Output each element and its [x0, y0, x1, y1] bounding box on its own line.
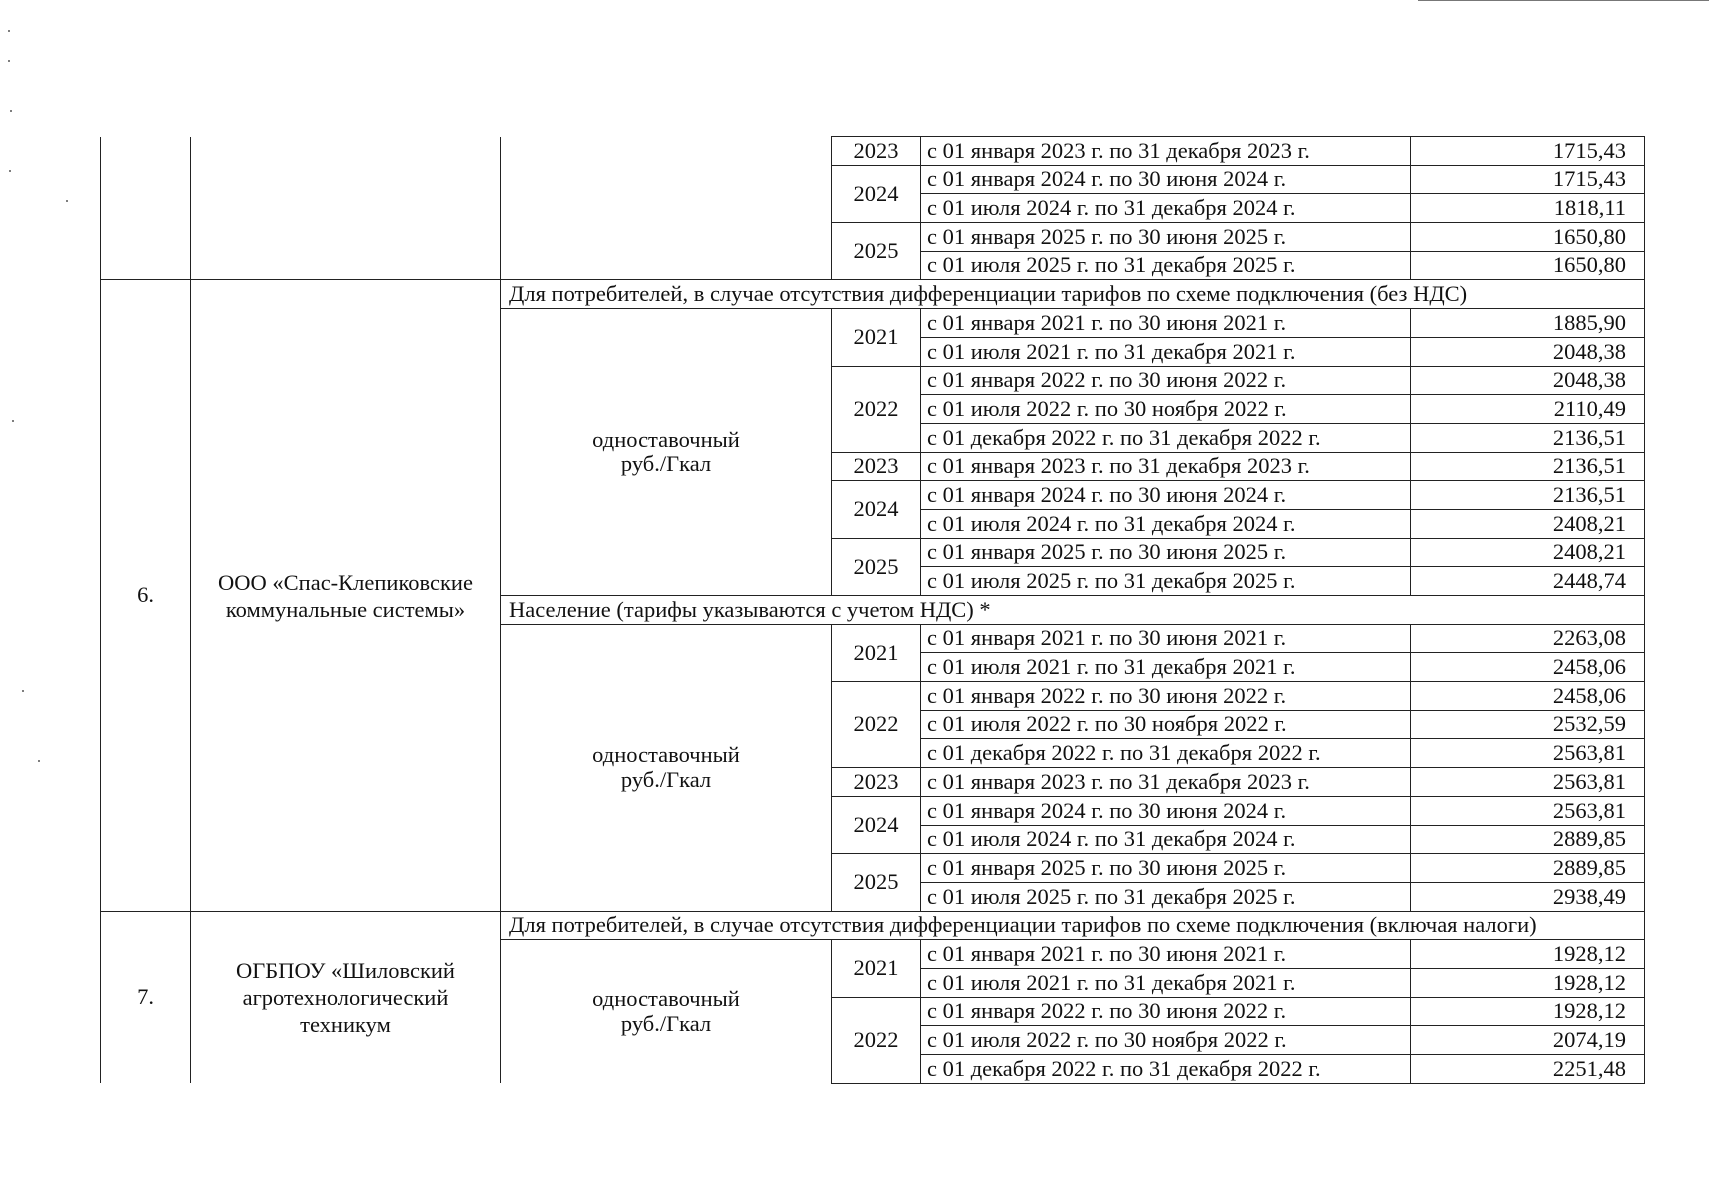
year-cell: 2025: [832, 854, 921, 911]
year-cell: 2022: [832, 366, 921, 452]
period-cell: с 01 июля 2024 г. по 31 декабря 2024 г.: [921, 825, 1411, 854]
value-cell: 2448,74: [1411, 567, 1645, 596]
year-cell: 2023: [832, 137, 921, 166]
year-cell: 2023: [832, 768, 921, 797]
organization-name: ООО «Спас-Клепиковские коммунальные системы»: [191, 280, 501, 911]
scan-speck: [8, 30, 10, 32]
value-cell: 2458,06: [1411, 653, 1645, 682]
value-cell: 2563,81: [1411, 796, 1645, 825]
value-cell: 2110,49: [1411, 395, 1645, 424]
value-cell: 2136,51: [1411, 481, 1645, 510]
tariff-type-cell: [501, 624, 832, 911]
tariff-type-label: одноставочный: [592, 426, 740, 452]
scan-speck: [12, 420, 14, 422]
period-cell: с 01 января 2024 г. по 30 июня 2024 г.: [921, 481, 1411, 510]
period-cell: с 01 декабря 2022 г. по 31 декабря 2022 г.: [921, 739, 1411, 768]
value-cell: 2563,81: [1411, 768, 1645, 797]
tariff-type-cell: [501, 137, 832, 280]
number-cell: [101, 137, 191, 280]
value-cell: 2136,51: [1411, 452, 1645, 481]
value-cell: 1928,12: [1411, 968, 1645, 997]
year-cell: 2025: [832, 223, 921, 280]
value-cell: 2889,85: [1411, 825, 1645, 854]
year-cell: 2024: [832, 796, 921, 853]
tariff-unit-label: руб./Гкал: [620, 766, 712, 792]
value-cell: 1715,43: [1411, 165, 1645, 194]
year-cell: 2024: [832, 481, 921, 538]
period-cell: с 01 января 2025 г. по 30 июня 2025 г.: [921, 854, 1411, 883]
tariff-type-label: одноставочный: [592, 986, 740, 1012]
period-cell: с 01 января 2025 г. по 30 июня 2025 г.: [921, 538, 1411, 567]
value-cell: 2048,38: [1411, 366, 1645, 395]
value-cell: 1928,12: [1411, 997, 1645, 1026]
value-cell: 2889,85: [1411, 854, 1645, 883]
period-cell: с 01 июля 2025 г. по 31 декабря 2025 г.: [921, 251, 1411, 280]
period-cell: с 01 января 2023 г. по 31 декабря 2023 г.: [921, 452, 1411, 481]
value-cell: 1818,11: [1411, 194, 1645, 223]
period-cell: с 01 июля 2024 г. по 31 декабря 2024 г.: [921, 194, 1411, 223]
period-cell: с 01 декабря 2022 г. по 31 декабря 2022 г.: [921, 423, 1411, 452]
table-row: [101, 137, 1645, 166]
period-cell: с 01 января 2021 г. по 30 июня 2021 г.: [921, 940, 1411, 969]
period-cell: с 01 января 2023 г. по 31 декабря 2023 г.: [921, 768, 1411, 797]
year-cell: 2022: [832, 997, 921, 1083]
value-cell: 2136,51: [1411, 423, 1645, 452]
scan-speck: [10, 110, 12, 112]
row-number: 7.: [101, 911, 191, 1083]
value-cell: 1928,12: [1411, 940, 1645, 969]
tariff-unit-label: руб./Гкал: [620, 1010, 712, 1036]
period-cell: с 01 января 2024 г. по 30 июня 2024 г.: [921, 796, 1411, 825]
scan-speck: [38, 760, 40, 762]
value-cell: 1885,90: [1411, 309, 1645, 338]
value-cell: 2408,21: [1411, 509, 1645, 538]
year-cell: 2021: [832, 309, 921, 366]
period-cell: с 01 июля 2022 г. по 30 ноября 2022 г.: [921, 1026, 1411, 1055]
tariff-type-label: одноставочный: [592, 742, 740, 768]
period-cell: с 01 июля 2024 г. по 31 декабря 2024 г.: [921, 509, 1411, 538]
period-cell: с 01 июля 2021 г. по 31 декабря 2021 г.: [921, 337, 1411, 366]
scan-speck: [9, 170, 11, 172]
page-top-rule: [1418, 0, 1709, 1]
year-cell: 2025: [832, 538, 921, 595]
period-cell: с 01 января 2023 г. по 31 декабря 2023 г.: [921, 137, 1411, 166]
period-cell: с 01 июля 2022 г. по 30 ноября 2022 г.: [921, 395, 1411, 424]
value-cell: 2938,49: [1411, 882, 1645, 911]
value-cell: 2263,08: [1411, 624, 1645, 653]
tariff-unit-label: руб./Гкал: [620, 451, 712, 477]
period-cell: с 01 января 2021 г. по 30 июня 2021 г.: [921, 309, 1411, 338]
table-row: [101, 911, 1645, 940]
period-cell: с 01 января 2021 г. по 30 июня 2021 г.: [921, 624, 1411, 653]
tariff-type-cell: [501, 309, 832, 596]
year-cell: 2021: [832, 940, 921, 997]
org-name-cell: [191, 137, 501, 280]
period-cell: с 01 января 2024 г. по 30 июня 2024 г.: [921, 165, 1411, 194]
year-cell: 2021: [832, 624, 921, 681]
section-heading: Для потребителей, в случае отсутствия дифференциации тарифов по схеме подключения (включая налоги): [501, 911, 1645, 940]
value-cell: 2408,21: [1411, 538, 1645, 567]
period-cell: с 01 июля 2025 г. по 31 декабря 2025 г.: [921, 567, 1411, 596]
value-cell: 1650,80: [1411, 251, 1645, 280]
value-cell: 2458,06: [1411, 682, 1645, 711]
value-cell: 2048,38: [1411, 337, 1645, 366]
table-row: [101, 280, 1645, 309]
value-cell: 2532,59: [1411, 710, 1645, 739]
value-cell: 2074,19: [1411, 1026, 1645, 1055]
tariff-table: [100, 136, 1645, 1084]
period-cell: с 01 января 2022 г. по 30 июня 2022 г.: [921, 997, 1411, 1026]
value-cell: 1650,80: [1411, 223, 1645, 252]
period-cell: с 01 декабря 2022 г. по 31 декабря 2022 г.: [921, 1055, 1411, 1084]
scan-speck: [22, 690, 24, 692]
year-cell: 2022: [832, 682, 921, 768]
organization-name: ОГБПОУ «Шиловский агротехнологический техникум: [191, 911, 501, 1083]
value-cell: 2251,48: [1411, 1055, 1645, 1084]
period-cell: с 01 июля 2021 г. по 31 декабря 2021 г.: [921, 653, 1411, 682]
scan-speck: [8, 60, 10, 62]
scan-speck: [66, 200, 68, 202]
period-cell: с 01 июля 2021 г. по 31 декабря 2021 г.: [921, 968, 1411, 997]
row-number: 6.: [101, 280, 191, 911]
year-cell: 2024: [832, 165, 921, 222]
period-cell: с 01 января 2025 г. по 30 июня 2025 г.: [921, 223, 1411, 252]
period-cell: с 01 июля 2022 г. по 30 ноября 2022 г.: [921, 710, 1411, 739]
value-cell: 2563,81: [1411, 739, 1645, 768]
tariff-type-cell: [501, 940, 832, 1083]
period-cell: с 01 января 2022 г. по 30 июня 2022 г.: [921, 682, 1411, 711]
period-cell: с 01 июля 2025 г. по 31 декабря 2025 г.: [921, 882, 1411, 911]
year-cell: 2023: [832, 452, 921, 481]
section-heading: Население (тарифы указываются с учетом НДС) *: [501, 596, 1645, 625]
value-cell: 1715,43: [1411, 137, 1645, 166]
period-cell: с 01 января 2022 г. по 30 июня 2022 г.: [921, 366, 1411, 395]
section-heading: Для потребителей, в случае отсутствия дифференциации тарифов по схеме подключения (без НДС): [501, 280, 1645, 309]
